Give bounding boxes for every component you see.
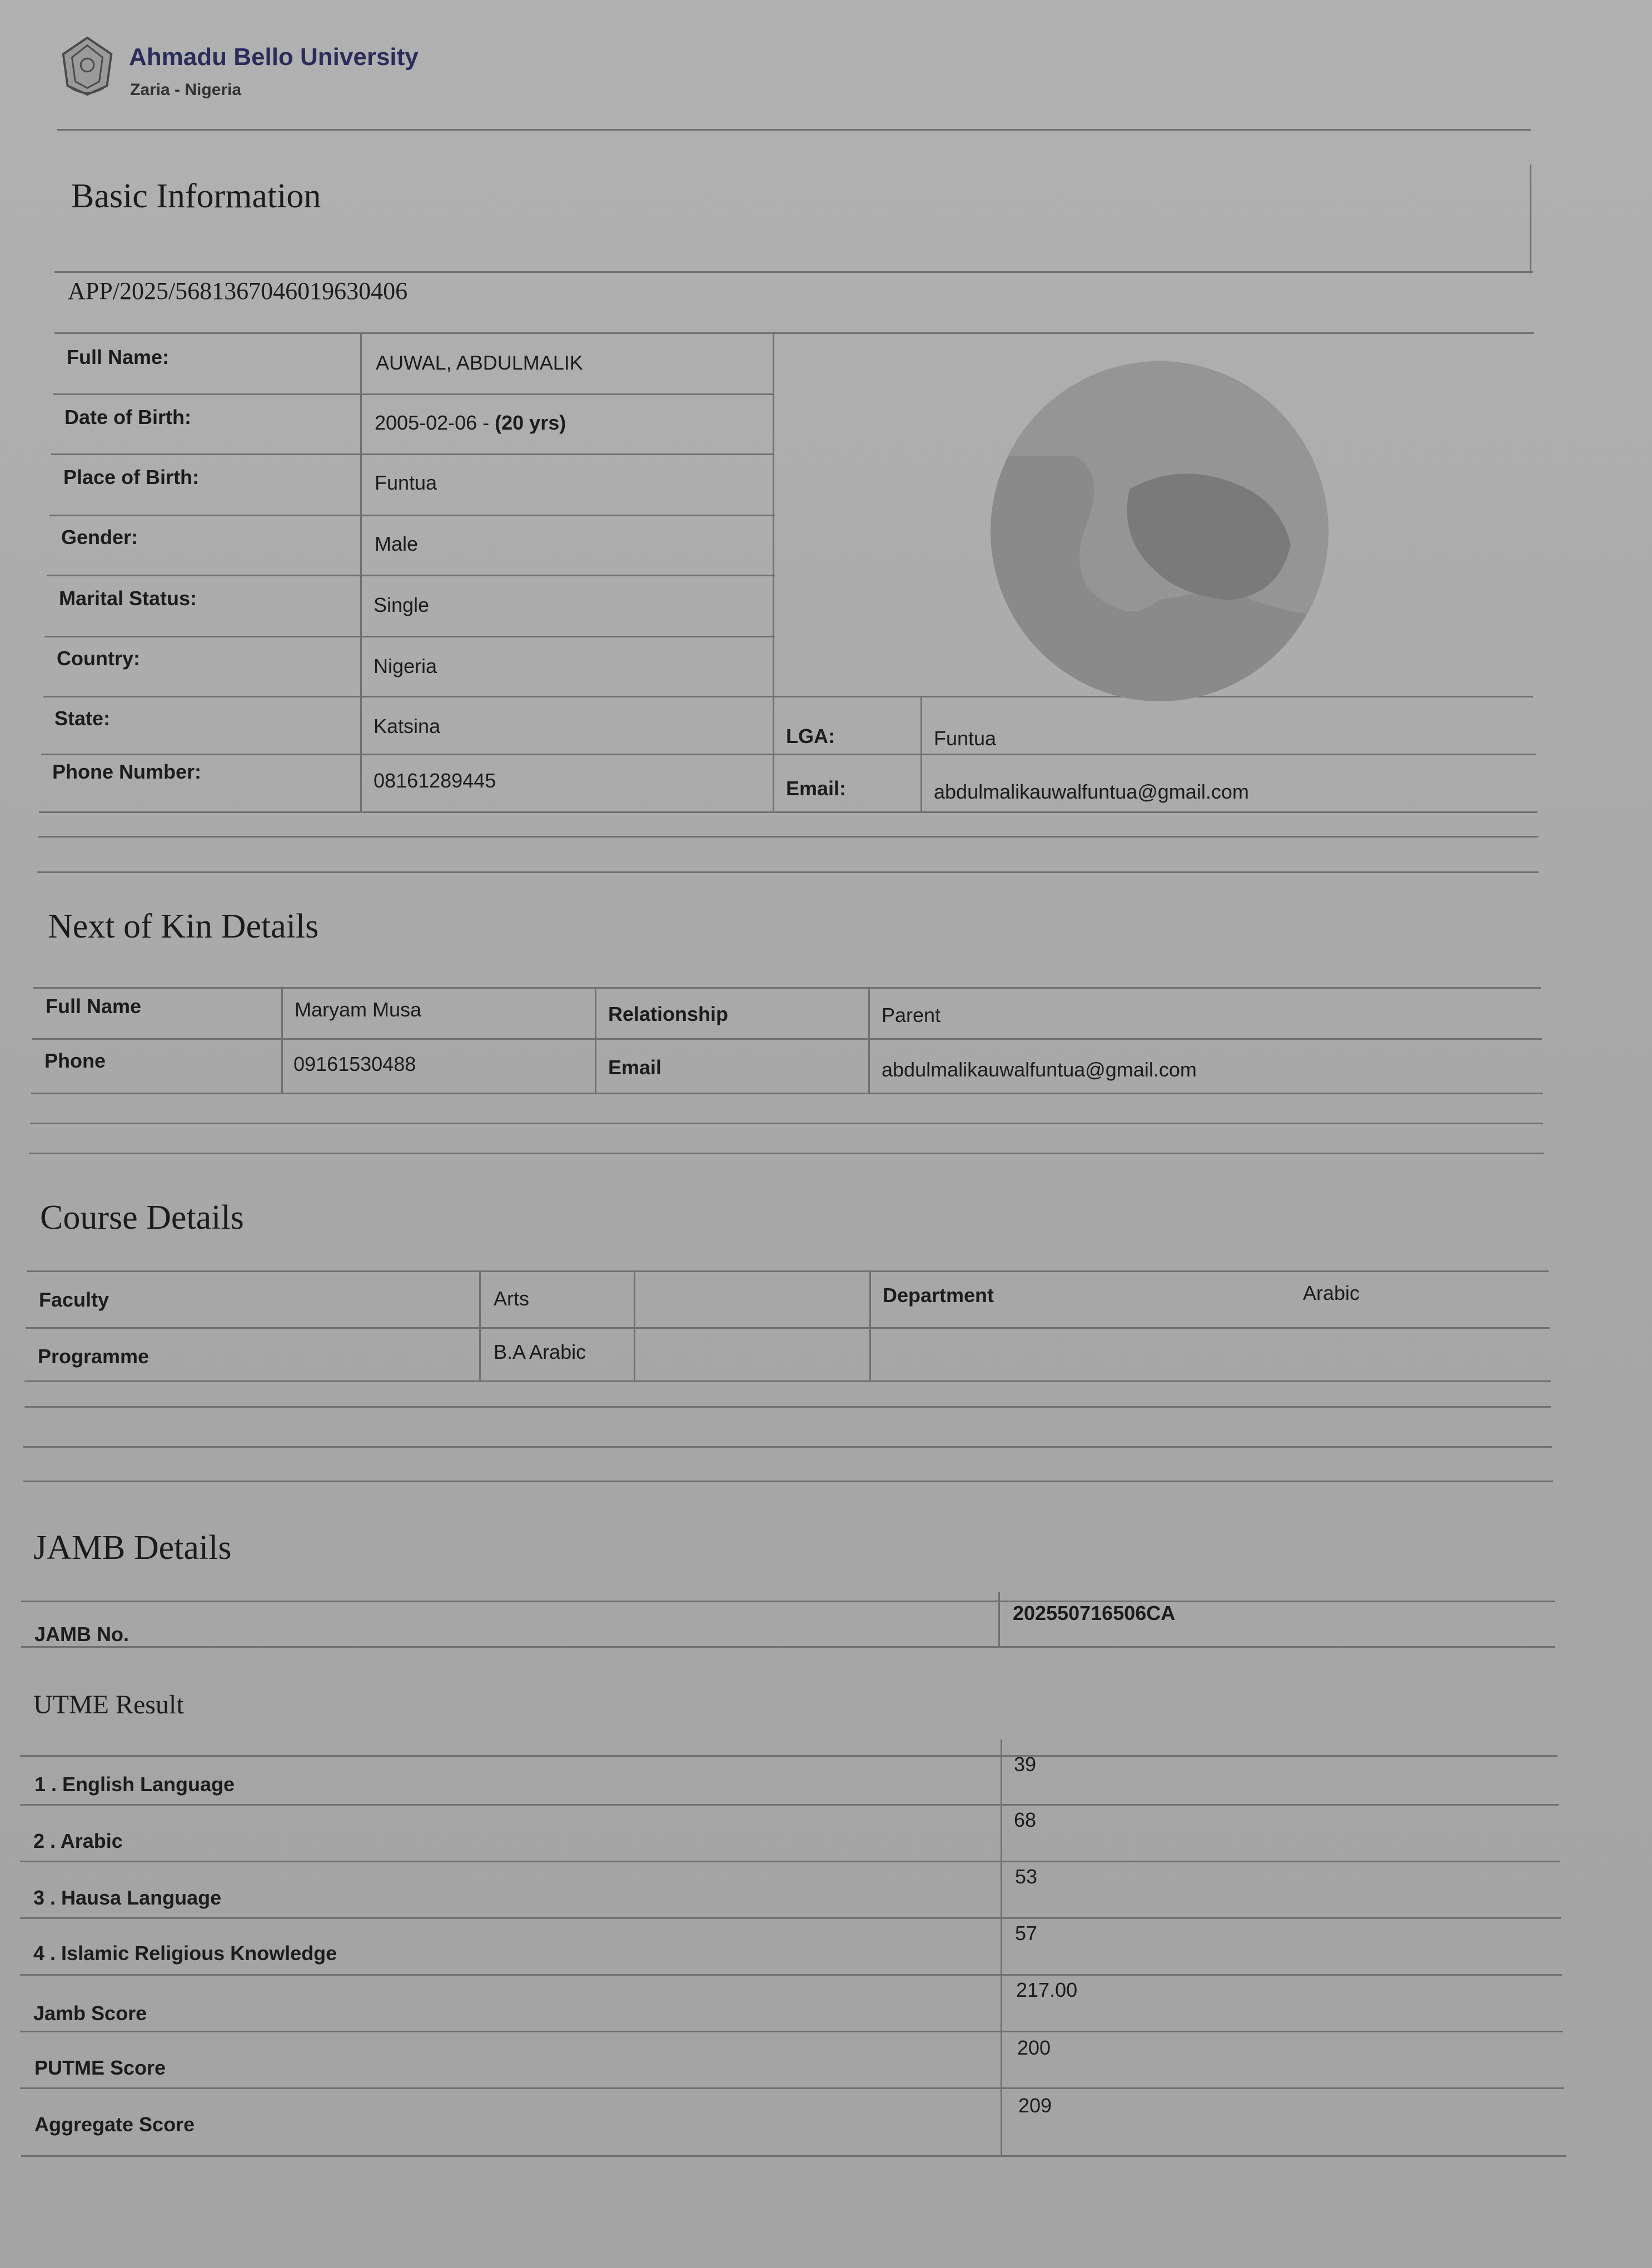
divider	[31, 1093, 1543, 1094]
label-country: Country:	[57, 647, 140, 670]
label-jamb-no: JAMB No.	[34, 1623, 129, 1646]
value-lga: Funtua	[934, 727, 997, 750]
value-department: Arabic	[1303, 1282, 1360, 1304]
divider	[21, 1646, 1555, 1648]
divider	[24, 1406, 1551, 1408]
column-divider	[281, 988, 283, 1094]
label-lga: LGA:	[786, 725, 835, 747]
divider	[21, 1601, 1555, 1602]
application-number: APP/2025/5681367046019630406	[68, 277, 408, 305]
university-name: Ahmadu Bello University	[129, 43, 419, 71]
value-nok-email: abdulmalikauwalfuntua@gmail.com	[882, 1058, 1197, 1081]
label-place-of-birth: Place of Birth:	[63, 466, 200, 489]
label-putme-score: PUTME Score	[34, 2056, 166, 2079]
divider	[20, 1917, 1561, 1919]
value-aggregate-score: 209	[1018, 2094, 1052, 2117]
value-full-name: AUWAL, ABDULMALIK	[376, 351, 583, 374]
divider	[24, 1380, 1551, 1382]
divider	[26, 1327, 1550, 1329]
label-date-of-birth: Date of Birth:	[64, 406, 191, 428]
label-nok-full-name: Full Name	[46, 995, 142, 1018]
value-marital-status: Single	[374, 594, 430, 616]
divider	[54, 332, 1534, 334]
divider	[30, 1123, 1543, 1124]
label-marital-status: Marital Status:	[59, 587, 197, 610]
divider	[43, 696, 1533, 697]
value-phone-number: 08161289445	[374, 769, 496, 792]
utme-result-title: UTME Result	[33, 1690, 184, 1719]
divider	[29, 1153, 1544, 1154]
divider	[41, 754, 1536, 755]
value-email: abdulmalikauwalfuntua@gmail.com	[934, 780, 1249, 803]
label-hausa-language: 3 . Hausa Language	[33, 1886, 222, 1909]
divider	[44, 636, 775, 637]
divider	[38, 836, 1539, 838]
section-title-jamb: JAMB Details	[33, 1529, 232, 1567]
label-full-name: Full Name:	[67, 346, 170, 368]
divider	[49, 515, 775, 516]
divider	[20, 2087, 1564, 2089]
column-divider	[595, 988, 596, 1094]
university-location: Zaria - Nigeria	[130, 81, 242, 99]
column-divider	[360, 333, 362, 811]
divider	[47, 575, 775, 576]
label-email: Email:	[786, 777, 847, 800]
label-jamb-score: Jamb Score	[33, 2002, 147, 2025]
label-gender: Gender:	[61, 526, 138, 549]
value-arabic: 68	[1014, 1808, 1037, 1831]
divider	[33, 987, 1541, 989]
value-faculty: Arts	[494, 1287, 530, 1310]
label-faculty: Faculty	[39, 1288, 110, 1311]
value-date-of-birth: 2005-02-06 - (20 yrs)	[375, 411, 566, 434]
label-nok-email: Email	[608, 1056, 662, 1079]
section-title-course: Course Details	[40, 1199, 244, 1237]
value-programme: B.A Arabic	[494, 1340, 586, 1363]
label-nok-relationship: Relationship	[608, 1003, 729, 1025]
section-title-next-of-kin: Next of Kin Details	[48, 908, 319, 945]
divider	[54, 271, 1533, 273]
divider	[20, 1804, 1559, 1806]
label-arabic: 2 . Arabic	[33, 1830, 123, 1852]
label-department: Department	[883, 1284, 994, 1307]
column-divider	[1001, 1739, 1002, 2156]
value-jamb-score: 217.00	[1016, 1978, 1078, 2001]
divider	[32, 1038, 1542, 1040]
column-divider	[773, 333, 774, 811]
divider	[20, 1755, 1558, 1757]
value-nok-phone: 09161530488	[293, 1053, 416, 1075]
label-phone-number: Phone Number:	[52, 760, 202, 783]
divider	[21, 2155, 1566, 2157]
column-divider	[868, 988, 870, 1094]
column-divider	[634, 1272, 635, 1382]
section-title-basic: Basic Information	[71, 177, 321, 215]
value-hausa-language: 53	[1015, 1865, 1038, 1888]
label-english-language: 1 . English Language	[34, 1773, 235, 1796]
divider	[37, 871, 1539, 873]
passport-photo	[991, 361, 1328, 701]
photo-silhouette-icon	[991, 361, 1328, 701]
value-english-language: 39	[1014, 1753, 1037, 1776]
value-nok-relationship: Parent	[882, 1004, 941, 1026]
value-jamb-no: 202550716506CA	[1013, 1602, 1176, 1624]
divider	[20, 1861, 1560, 1862]
divider	[20, 2031, 1563, 2032]
divider	[23, 1446, 1552, 1448]
value-nok-full-name: Maryam Musa	[295, 998, 422, 1021]
column-divider	[869, 1272, 871, 1382]
value-putme-score: 200	[1017, 2036, 1051, 2059]
value-state: Katsina	[374, 715, 441, 737]
label-nok-phone: Phone	[44, 1049, 106, 1072]
divider	[23, 1481, 1553, 1482]
divider	[57, 129, 1531, 131]
divider	[27, 1270, 1549, 1272]
column-divider	[479, 1272, 481, 1382]
divider	[53, 393, 774, 395]
divider	[39, 811, 1537, 813]
divider	[1530, 165, 1531, 273]
label-islamic-religious-knowledge: 4 . Islamic Religious Knowledge	[33, 1942, 337, 1965]
label-aggregate-score: Aggregate Score	[34, 2113, 195, 2136]
value-gender: Male	[375, 532, 419, 555]
value-place-of-birth: Funtua	[375, 471, 437, 494]
label-state: State:	[54, 707, 111, 730]
value-country: Nigeria	[374, 655, 437, 677]
university-crest-icon	[54, 33, 120, 99]
column-divider	[920, 697, 922, 811]
divider	[20, 1974, 1562, 1976]
label-programme: Programme	[38, 1345, 150, 1368]
divider	[51, 453, 774, 455]
column-divider	[998, 1592, 1000, 1647]
value-islamic-religious-knowledge: 57	[1015, 1922, 1038, 1945]
